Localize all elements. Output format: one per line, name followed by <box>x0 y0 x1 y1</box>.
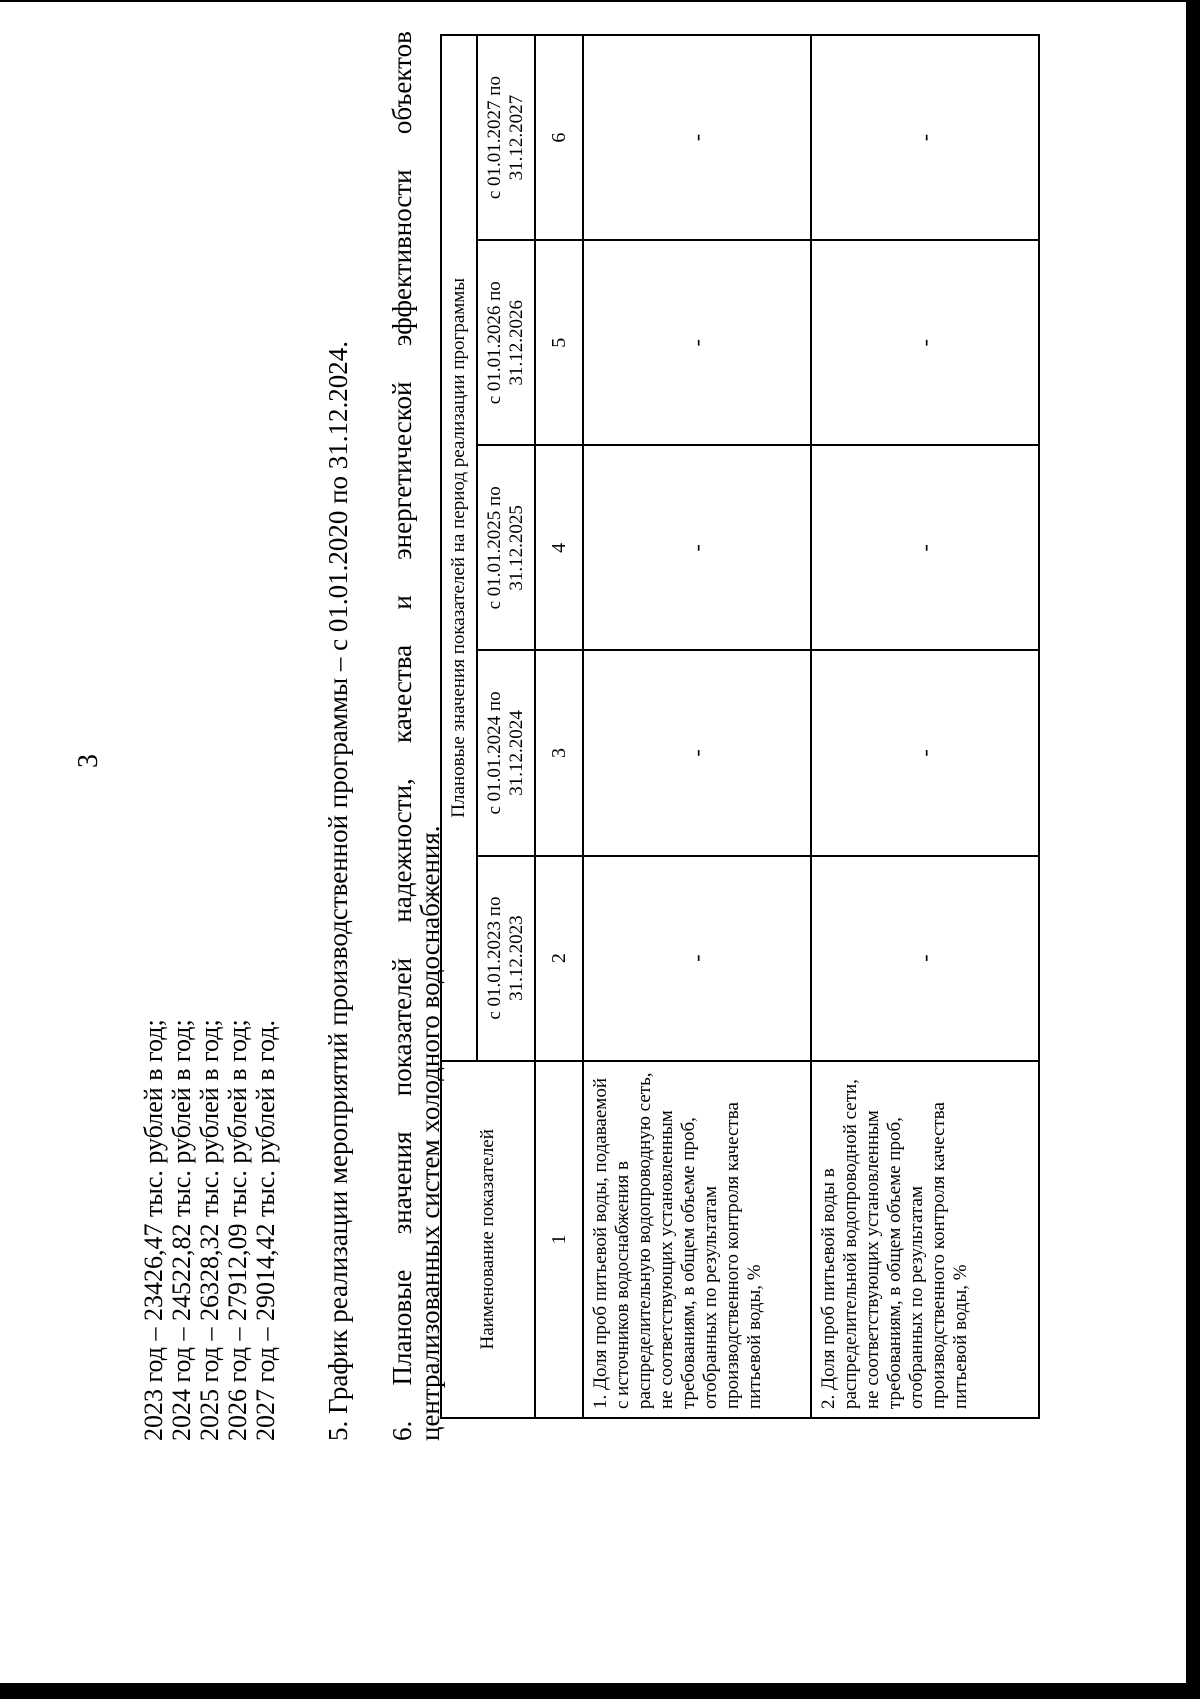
indicator-value: - <box>811 35 1039 240</box>
indicators-heading-continuation: централизованных систем холодного водоснабжения. <box>415 825 445 1441</box>
name-column-header: Наименование показателей <box>441 1061 535 1418</box>
group-header: Плановые значения показателей на период реализации программы <box>441 35 477 1061</box>
indicators-table <box>440 34 1040 1419</box>
column-number-row <box>535 35 583 1418</box>
period-header-2023: с 01.01.2023 по 31.12.2023 <box>477 856 535 1061</box>
indicators-heading-line <box>388 31 416 1441</box>
heading-word: энергетической <box>387 381 417 560</box>
column-number: 2 <box>535 856 583 1061</box>
schedule-paragraph: 5. График реализации мероприятий производственной программы – с 01.01.2020 по 31.12.2024. <box>323 340 353 1441</box>
indicator-value: - <box>811 856 1039 1061</box>
column-number: 4 <box>535 445 583 650</box>
indicator-value: - <box>583 856 811 1061</box>
budget-line-2024: 2024 год – 24522,82 тыс. рублей в год; <box>167 1019 196 1441</box>
indicator-value: - <box>811 240 1039 445</box>
table-header-row <box>441 35 477 1418</box>
rotated-page-content <box>140 31 1060 1441</box>
heading-word: и <box>387 595 417 610</box>
heading-word: 6. <box>387 1420 417 1441</box>
period-header-2026: с 01.01.2026 по 31.12.2026 <box>477 240 535 445</box>
indicator-name: 1. Доля проб питьевой воды, подаваемой с источников водоснабжения в распределительную водопроводную сеть, не соответствующих установленным требованиям, в общем объеме проб, отобранных по результатам производственного контроля качества питьевой воды, % <box>583 1061 811 1418</box>
heading-word: Плановые <box>387 1269 417 1386</box>
indicator-value: - <box>811 445 1039 650</box>
period-header-2027: с 01.01.2027 по 31.12.2027 <box>477 35 535 240</box>
indicator-value: - <box>583 240 811 445</box>
column-number: 3 <box>535 650 583 855</box>
period-header-2025: с 01.01.2025 по 31.12.2025 <box>477 445 535 650</box>
column-number: 5 <box>535 240 583 445</box>
heading-word: эффективности <box>387 169 417 347</box>
indicator-value: - <box>583 35 811 240</box>
indicators-heading <box>388 31 444 1441</box>
indicator-value: - <box>583 445 811 650</box>
budget-line-2027: 2027 год – 29014,42 тыс. рублей в год. <box>251 1020 280 1441</box>
heading-word: качества <box>387 644 417 743</box>
budget-line-2026: 2026 год – 27912,09 тыс. рублей в год; <box>223 1019 252 1441</box>
heading-word: показателей <box>387 957 417 1097</box>
budget-line-2025: 2025 год – 26328,32 тыс. рублей в год; <box>195 1019 224 1441</box>
heading-word: объектов <box>387 31 417 135</box>
heading-word: значения <box>387 1131 417 1235</box>
indicator-name: 2. Доля проб питьевой воды в распределительной водопроводной сети, не соответствующих установленным требованиям, в общем объеме проб, отобранных по результатам производственного контроля качества питьевой воды, % <box>811 1061 1039 1418</box>
budget-line-2023: 2023 год – 23426,47 тыс. рублей в год; <box>139 1019 168 1441</box>
indicator-value: - <box>811 650 1039 855</box>
indicator-value: - <box>583 650 811 855</box>
period-header-2024: с 01.01.2024 по 31.12.2024 <box>477 650 535 855</box>
column-number: 6 <box>535 35 583 240</box>
table-row <box>811 35 1039 1418</box>
table-row <box>583 35 811 1418</box>
page-number: 3 <box>73 754 104 768</box>
column-number: 1 <box>535 1061 583 1418</box>
heading-word: надежности, <box>387 778 417 923</box>
